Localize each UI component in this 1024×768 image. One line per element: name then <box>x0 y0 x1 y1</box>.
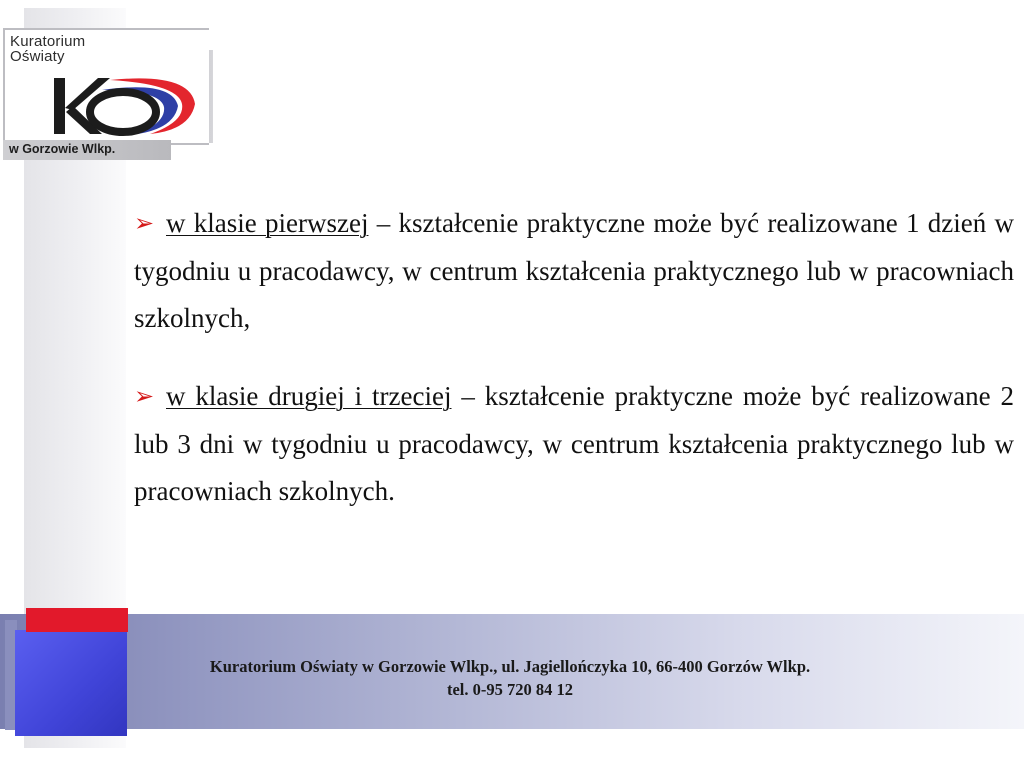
bullet-underlined-term: w klasie pierwszej <box>166 208 369 238</box>
footer-blue-block <box>15 630 127 736</box>
logo-caption: w Gorzowie Wlkp. <box>9 142 116 156</box>
bullet-first-class <box>134 200 1014 342</box>
logo-title-line2: Oświaty <box>10 48 65 65</box>
logo-title <box>10 34 180 64</box>
bullet-text: – kształcenie praktyczne może być realizowane 1 dzień w tygodniu u pracodawcy, w centrum kształcenia praktycznego lub w pracowniach szkolnych, <box>134 208 1014 333</box>
ko-emblem-icon <box>40 72 200 140</box>
footer-address-line: Kuratorium Oświaty w Gorzowie Wlkp., ul. Jagiellończyka 10, 66-400 Gorzów Wlkp. <box>209 657 811 676</box>
footer-red-bar <box>26 608 128 632</box>
bullet-second-third-class <box>134 373 1014 515</box>
logo-title-line1: Kuratorium <box>10 33 86 50</box>
footer-phone-line: tel. 0-95 720 84 12 <box>446 680 574 699</box>
slide-content <box>134 200 1014 546</box>
arrow-bullet-icon: ➢ <box>134 384 155 410</box>
arrow-bullet-icon: ➢ <box>134 211 155 237</box>
bullet-text: – kształcenie praktyczne może być realizowane 2 lub 3 dni w tygodniu u pracodawcy, w centrum kształcenia praktycznego lub w pracowniach szkolnych. <box>134 381 1014 506</box>
footer-address <box>140 655 880 701</box>
bullet-underlined-term: w klasie drugiej i trzeciej <box>166 381 452 411</box>
kuratorium-logo <box>0 28 215 162</box>
